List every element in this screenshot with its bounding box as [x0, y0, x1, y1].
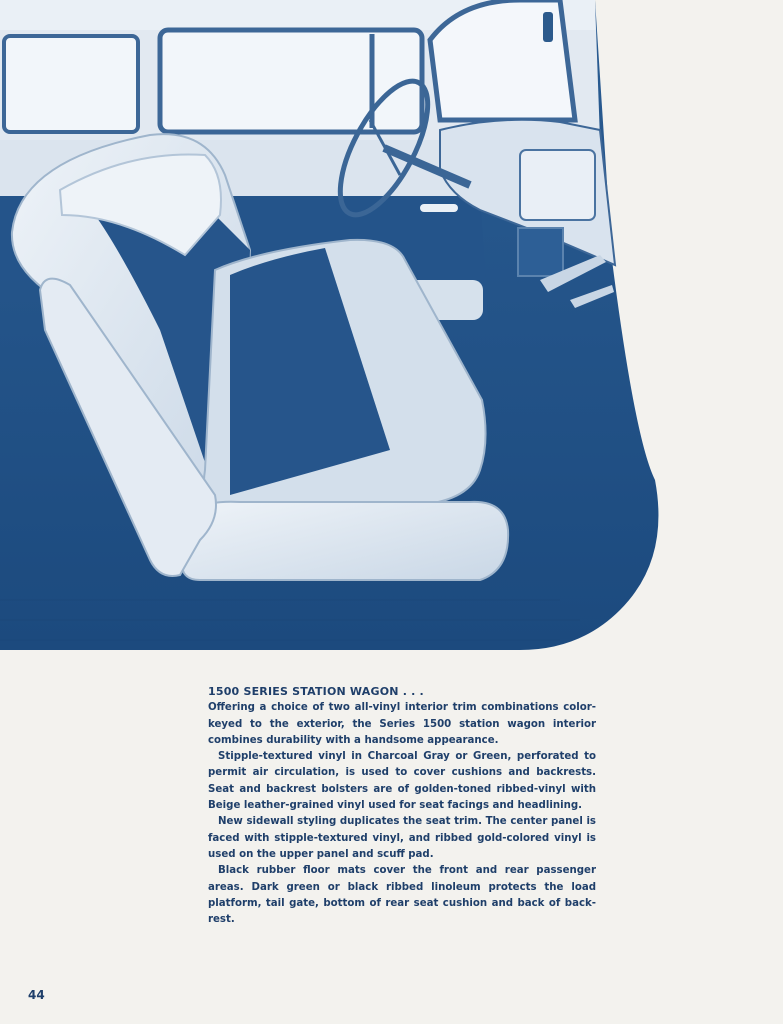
page-number: 44: [28, 988, 45, 1002]
article-text: [208, 684, 596, 928]
rear-window: [4, 36, 138, 132]
article-paragraph: Stipple-textured vinyl in Charcoal Gray or Green, perforated to permit air circulation, is used to cover cushions and backrests. Seat and backrest bolsters are of golden-toned ribbed-vinyl with Beige leather-grained vinyl used for seat facings and headlining.: [208, 751, 596, 812]
article-paragraph: Black rubber floor mats cover the front and rear passenger areas. Dark green or black ribbed linoleum protects the load platform, tail gate, bottom of rear seat cushion and back of back-rest.: [208, 865, 596, 926]
door-window: [160, 30, 422, 132]
article-paragraph: Offering a choice of two all-vinyl interior trim combinations color-keyed to the exterior, the Series 1500 station wagon interior combines durability with a handsome appearance.: [208, 702, 596, 746]
article-heading: 1500 SERIES STATION WAGON . . .: [208, 685, 424, 698]
article-paragraph: New sidewall styling duplicates the seat trim. The center panel is faced with stipple-textured vinyl, and ribbed gold-colored vinyl is used on the upper panel and scuff pad.: [208, 816, 596, 860]
